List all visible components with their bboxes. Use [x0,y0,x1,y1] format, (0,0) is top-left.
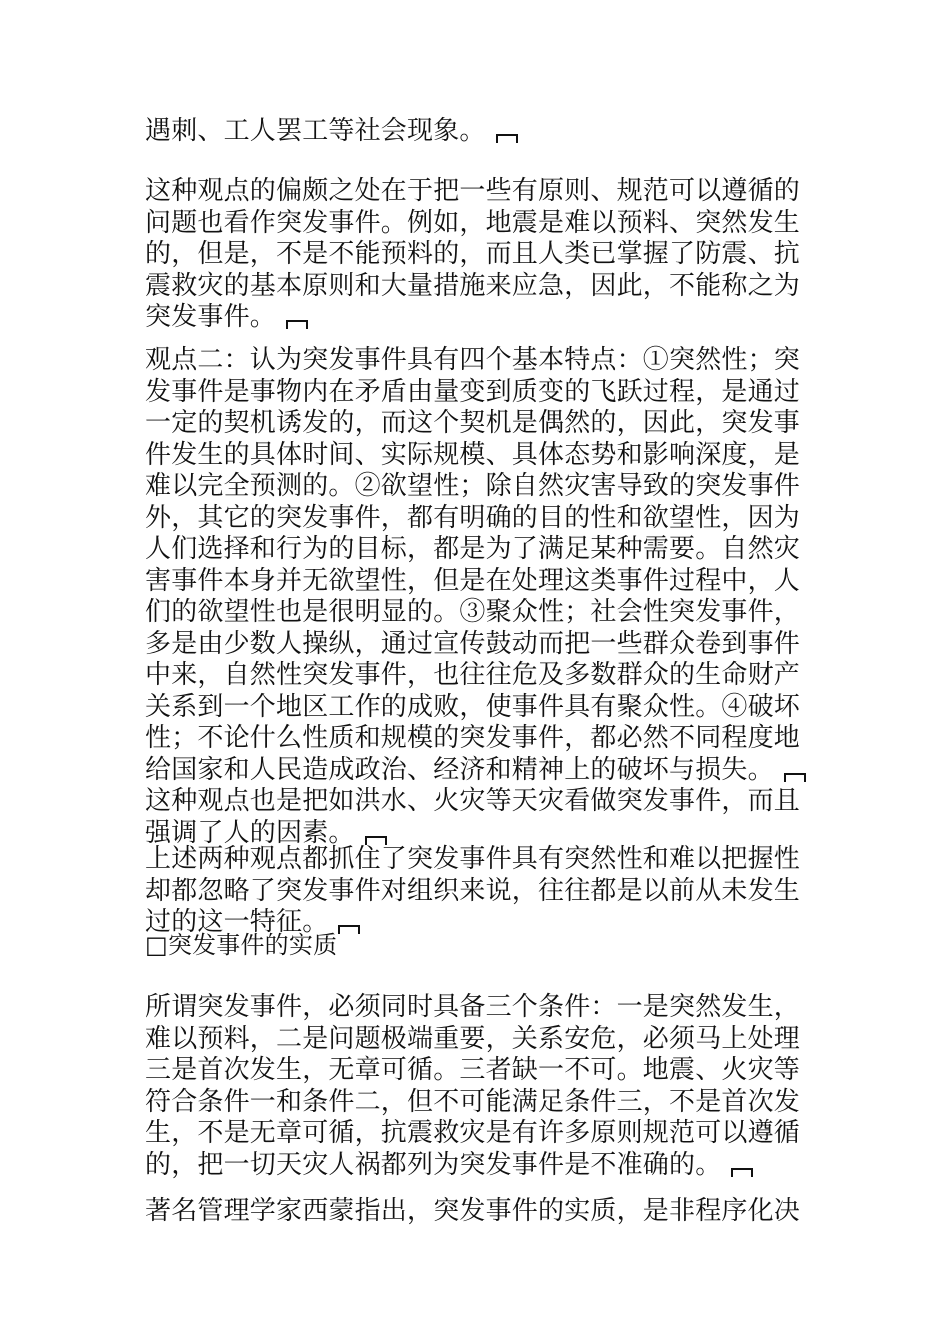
paragraph-3b-text: 这种观点也是把如洪水、火灾等天灾看做突发事件，而且 强调了人的因素。 [145,786,801,848]
paragraph-2-text: 这种观点的偏颇之处在于把一些有原则、规范可以遵循的 问题也看作突发事件。例如，地震是难以预料、突然发生 的，但是，不是不能预料的，而且人类已掌握了防震、抗 震救灾的基本原则和大量措施来应急，因此，不能称之为 突发事件。 [145,176,801,332]
paragraph-4 [145,844,810,939]
section-heading-text: □突发事件的实质 [145,931,338,959]
paragraph-mark-icon [496,134,518,143]
paragraph-6-text: 著名管理学家西蒙指出，突发事件的实质，是非程序化决 [145,1196,801,1226]
paragraph-5-text: 所谓突发事件，必须同时具备三个条件：一是突然发生， 难以预料，二是问题极端重要，关系安危，必须马上处理 三是首次发生，无章可循。三者缺一不可。地震、火灾等 符合条件一和条件二，但不可能满足条件三，不是首次发 生，不是无章可循，抗震救灾是有许多原则规范可以遵循 的，把一切天灾人祸都列为突发事件是不准确的。 [145,992,801,1180]
paragraph-mark-icon [286,320,308,329]
paragraph-4-text: 上述两种观点都抓住了突发事件具有突然性和难以把握性 却都忽略了突发事件对组织来说，往往都是以前从未发生 过的这一特征。 [145,844,801,937]
paragraph-3-text: 观点二：认为突发事件具有四个基本特点：①突然性；突 发事件是事物内在矛盾由量变到质变的飞跃过程，是通过 一定的契机诱发的，而这个契机是偶然的，因此，突发事 件发生的具体时间、实际规模、具体态势和影响深度，是 难以完全预测的。②欲望性；除自然灾害导致的突发事件 外，其它的突发事件，都有明确的目的性和欲望性，因为 人们选择和行为的目标，都是为了满足某种需要。自然灾 害事件本身并无欲望性，但是在处理这类事件过程中，人 们的欲望性也是很明显的。③聚众性；社会性突发事件， 多是由少数人操纵，通过宣传鼓动而把一些群众卷到事件 中来，自然性突发事件，也往往危及多数群众的生命财产 关系到一个地区工作的成败，使事件具有聚众性。④破坏 性；不论什么性质和规模的突发事件，都必然不同程度地 给国家和人民造成政治、经济和精神上的破坏与损失。 [145,345,801,785]
paragraph-mark-icon [784,773,806,782]
section-heading [145,930,810,962]
paragraph-3 [145,345,810,849]
paragraph-2 [145,176,810,334]
paragraph-6 [145,1196,810,1228]
paragraph-1 [145,116,810,148]
paragraph-1-text: 遇刺、工人罢工等社会现象。 [145,116,486,146]
paragraph-5 [145,992,810,1181]
paragraph-mark-icon [731,1168,753,1177]
